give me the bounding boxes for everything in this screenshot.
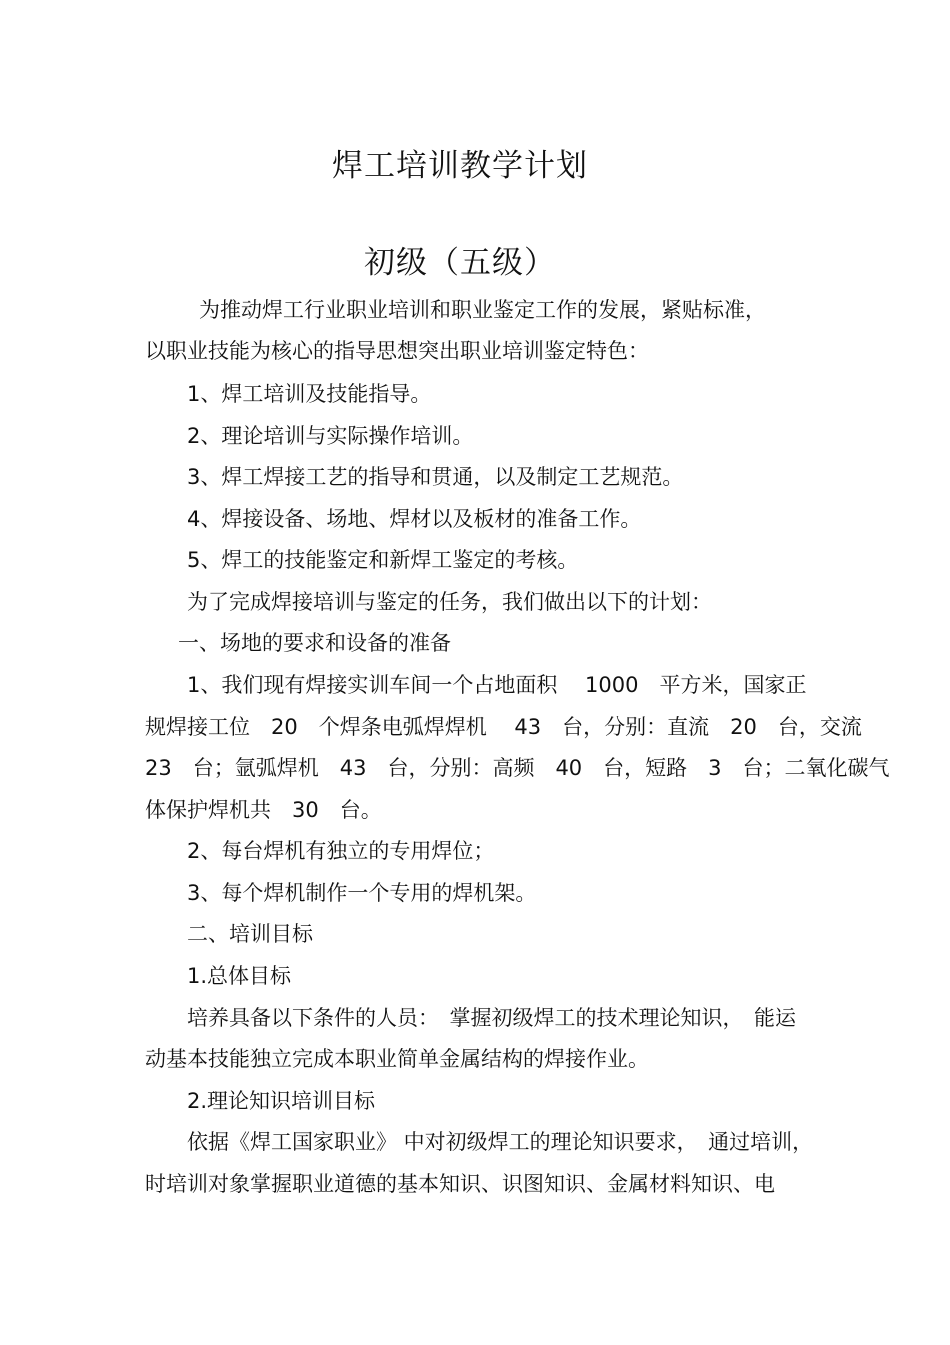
- subsection-2-body-line-1: 依据《焊工国家职业》 中对初级焊工的理论知识要求， 通过培训，: [187, 1130, 814, 1154]
- intro-line-2: 以职业技能为核心的指导思想突出职业培训鉴定特色：: [145, 339, 649, 363]
- section-1-paragraph-line-3: 23 台；氩弧焊机 43 台，分别：高频 40 台，短路 3 台；二氧化碳气: [145, 756, 890, 780]
- section-1-paragraph-line-2: 规焊接工位 20 个焊条电弧焊焊机 43 台，分别：直流 20 台，交流: [145, 715, 862, 739]
- subsection-1-body-line-1: 培养具备以下条件的人员： 掌握初级焊工的技术理论知识， 能运: [187, 1006, 796, 1030]
- plan-intro: 为了完成焊接培训与鉴定的任务，我们做出以下的计划：: [187, 590, 712, 614]
- list-item-5: 5、焊工的技能鉴定和新焊工鉴定的考核。: [187, 548, 579, 572]
- section-1-item-3: 3、每个焊机制作一个专用的焊机架。: [187, 881, 537, 905]
- list-item-4: 4、焊接设备、场地、焊材以及板材的准备工作。: [187, 507, 642, 531]
- section-1-paragraph-line-1: 1、我们现有焊接实训车间一个占地面积 1000 平方米，国家正: [187, 673, 807, 697]
- list-item-1: 1、焊工培训及技能指导。: [187, 382, 432, 406]
- subsection-1-body-line-2: 动基本技能独立完成本职业简单金属结构的焊接作业。: [145, 1047, 649, 1071]
- subsection-2-body-line-2: 时培训对象掌握职业道德的基本知识、识图知识、金属材料知识、电: [145, 1172, 775, 1196]
- subsection-1-heading: 1.总体目标: [187, 964, 292, 988]
- document-subtitle: 初级（五级）: [364, 245, 556, 281]
- list-item-2: 2、理论培训与实际操作培训。: [187, 424, 474, 448]
- subsection-2-heading: 2.理论知识培训目标: [187, 1089, 376, 1113]
- section-1-item-2: 2、每台焊机有独立的专用焊位；: [187, 839, 495, 863]
- document-title: 焊工培训教学计划: [332, 148, 588, 184]
- section-2-heading: 二、培训目标: [187, 922, 313, 946]
- section-1-heading: 一、场地的要求和设备的准备: [178, 631, 451, 655]
- section-1-paragraph-line-4: 体保护焊机共 30 台。: [145, 798, 382, 822]
- intro-line-1: 为推动焊工行业职业培训和职业鉴定工作的发展，紧贴标准，: [199, 298, 766, 322]
- list-item-3: 3、焊工焊接工艺的指导和贯通，以及制定工艺规范。: [187, 465, 684, 489]
